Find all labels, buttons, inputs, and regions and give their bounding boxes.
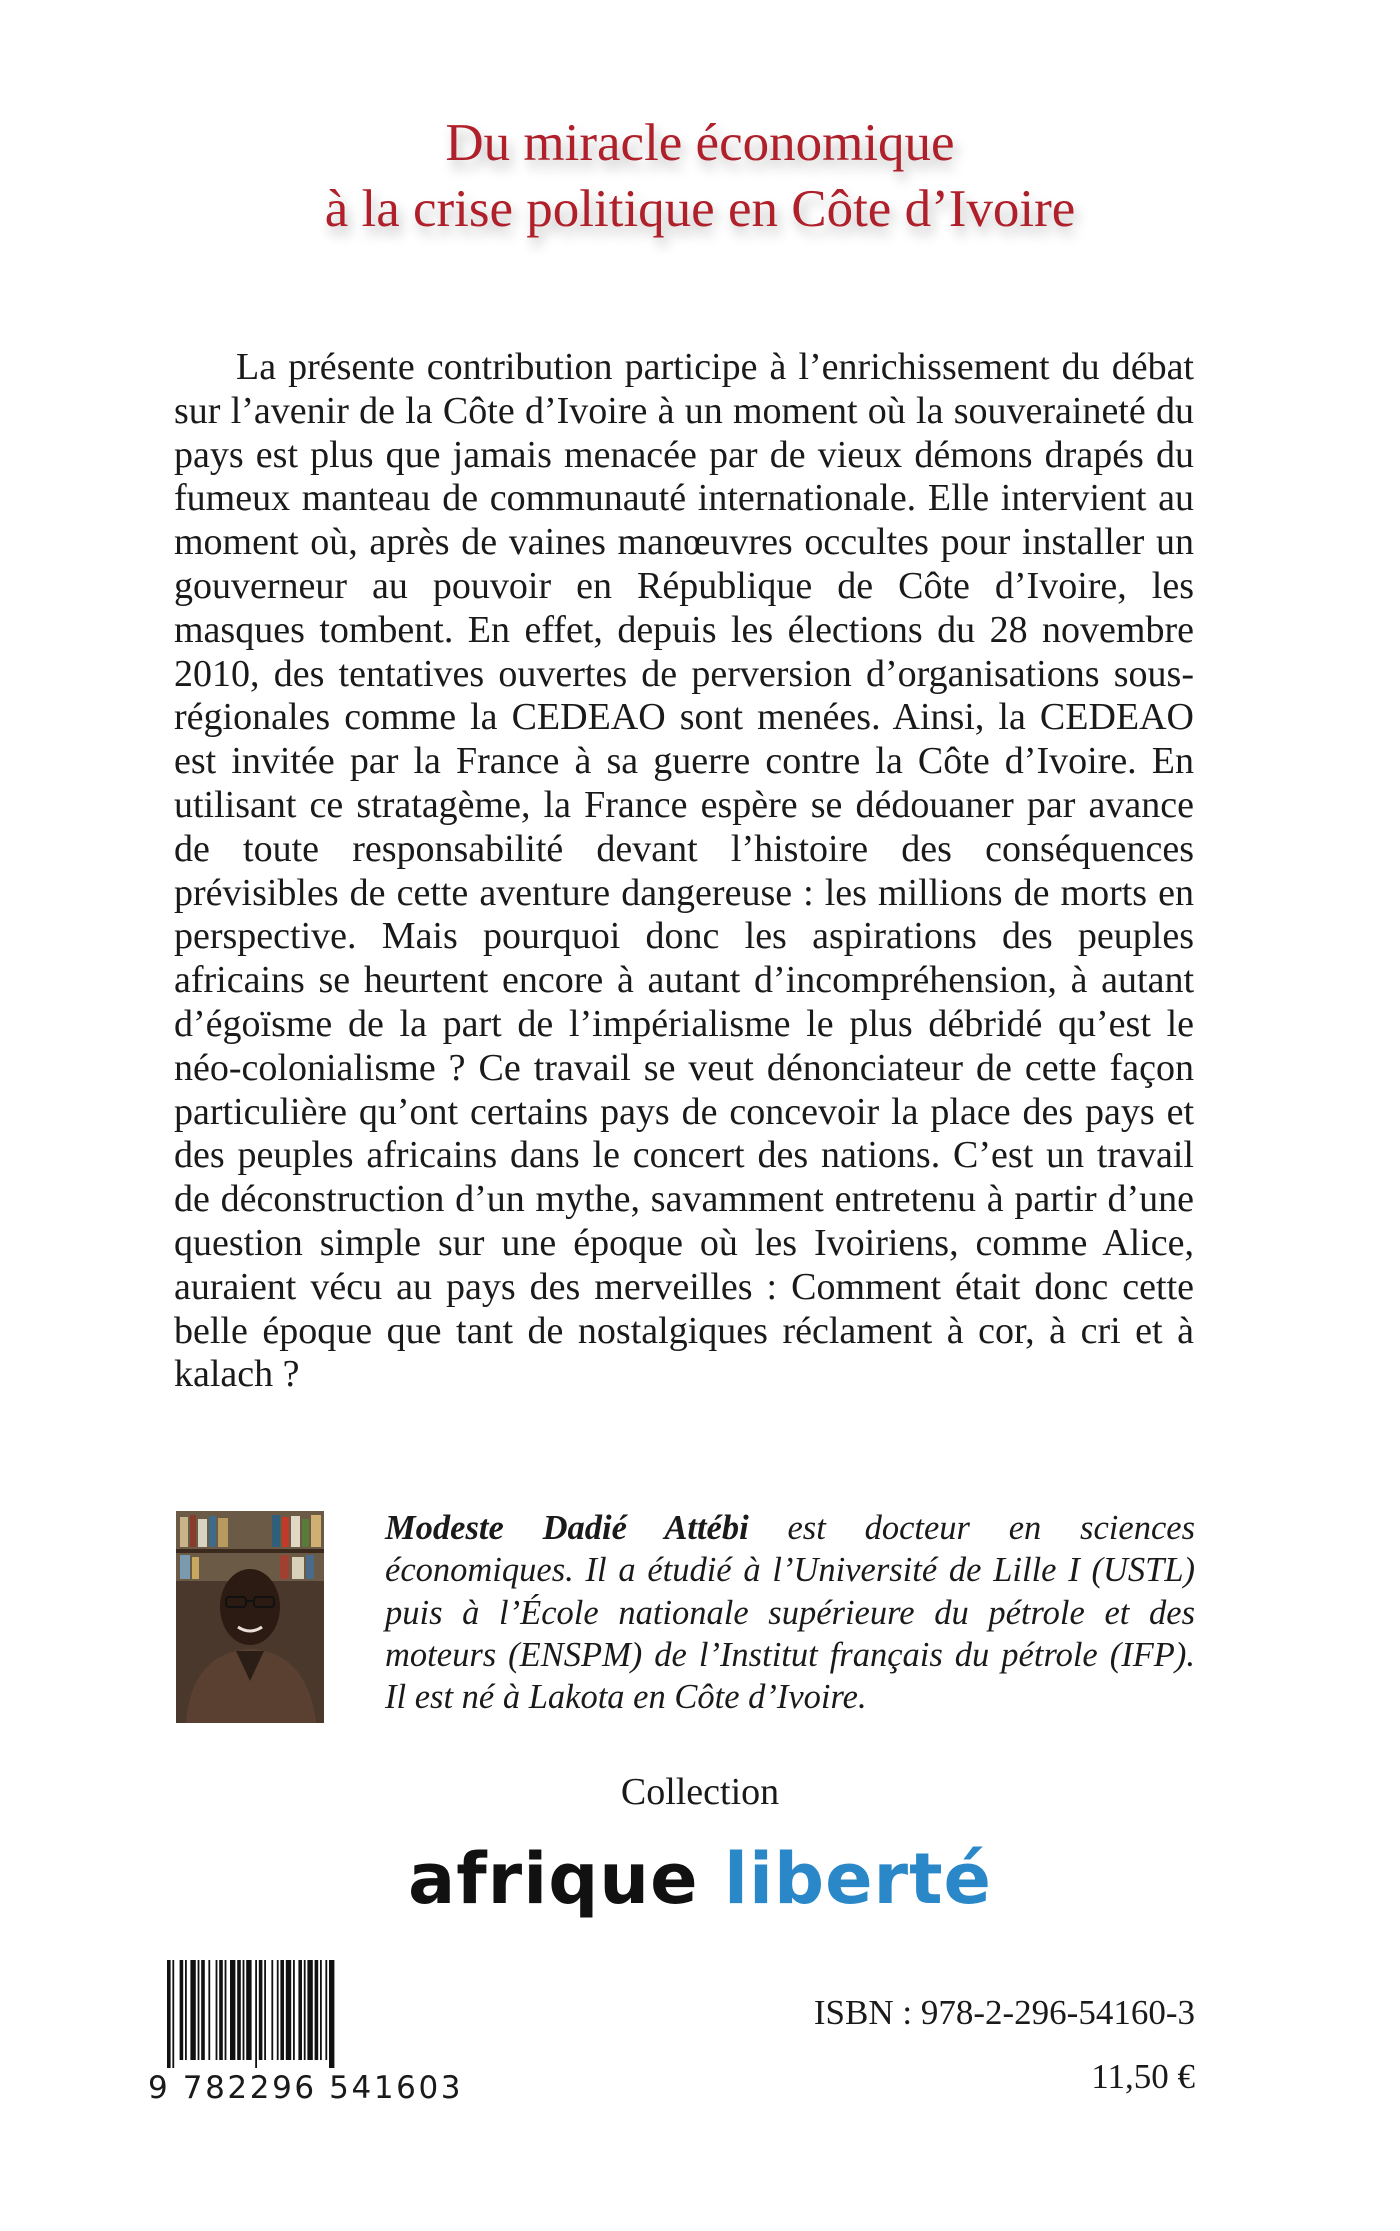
barcode-bar — [280, 1960, 284, 2060]
barcode-bar — [298, 1960, 302, 2060]
barcode-bar — [225, 1960, 227, 2060]
barcode-bar — [190, 1960, 195, 2060]
isbn: ISBN : 978-2-296-54160-3 — [813, 1993, 1195, 2032]
barcode-digits: 9 782296 541603 — [148, 2070, 464, 2106]
author-bio — [385, 1507, 1195, 1718]
logo-word-liberte: liberté — [723, 1838, 993, 1920]
barcode-bar — [185, 1960, 187, 2060]
title-line-1: Du miracle économique — [445, 114, 955, 172]
barcode-bar — [172, 1960, 174, 2068]
barcode-bar — [315, 1960, 319, 2060]
barcode-bar — [246, 1960, 251, 2060]
barcode-bar — [271, 1960, 273, 2060]
author-bio-text: est docteur en sciences économiques. Il a étudié à l’Université de Lille I (USTL) puis à l’École nationale supérieure du pétrole et des moteurs (ENSPM) de l’Institut français du pétrole (IFP). Il est né à Lakota en Côte d’Ivoire. — [385, 1509, 1195, 1717]
barcode-bar — [216, 1960, 218, 2060]
barcode-bar — [286, 1960, 291, 2060]
barcode-bar — [201, 1960, 205, 2060]
barcode-bar — [264, 1960, 266, 2060]
barcode-bar — [329, 1960, 334, 2068]
price: 11,50 € — [1091, 2057, 1195, 2096]
collection-logo — [0, 1838, 1400, 1920]
barcode-bar — [208, 1960, 210, 2060]
author-name: Modeste Dadié Attébi — [385, 1509, 749, 1547]
barcode-bar — [198, 1960, 200, 2060]
barcode-bar — [255, 1960, 257, 2068]
barcode-bar — [325, 1960, 327, 2060]
barcode-bar — [307, 1960, 312, 2060]
barcode-bar — [293, 1960, 295, 2060]
barcode-bar — [167, 1960, 171, 2068]
title-line-2: à la crise politique en Côte d’Ivoire — [324, 180, 1076, 238]
book-title — [0, 110, 1400, 242]
barcode-bar — [259, 1960, 263, 2060]
summary-text: La présente contribution participe à l’enrichissement du débat sur l’avenir de la Côte d’Ivoire à un moment où la souveraineté du pays est plus que jamais menacée par de vieux démons drapés du fumeux manteau de communauté internationale. Elle intervient au moment où, après de vaines manœuvres occultes pour installer un gouverneur au pouvoir en République de Côte d’Ivoire, les masques tombent. En effet, depuis les élections du 28 novembre 2010, des tentatives ouvertes de perversion d’organisations sous-régionales comme la CEDEAO sont menées. Ainsi, la CEDEAO est invitée par la France à sa guerre contre la Côte d’Ivoire. En utilisant ce stratagème, la France espère se dédouaner par avance de toute responsabilité devant l’histoire des conséquences prévisibles de cette aventure dangereuse : les millions de morts en perspective. Mais pourquoi donc les aspirations des peuples africains se heurtent encore à autant d’incompréhension, à autant d’égoïsme de la part de l’impérialisme le plus débridé qu’est le néo-colonialisme ? Ce travail se veut dénonciateur de cette façon particulière qu’ont certains pays de concevoir la place des pays et des peuples africains dans le concert des nations. C’est un travail de déconstruction d’un mythe, savamment entretenu à partir d’une question simple sur une époque où les Ivoiriens, comme Alice, auraient vécu au pays des merveilles : Comment était donc cette belle époque que tant de nostalgiques réclament à cor, à cri et à kalach ? — [174, 346, 1194, 1396]
barcode-bar — [243, 1960, 245, 2060]
barcode-bar — [277, 1960, 279, 2060]
barcode-bar — [219, 1960, 223, 2060]
author-photo — [176, 1511, 324, 1723]
barcode-bar — [320, 1960, 322, 2060]
barcode-bar — [237, 1960, 241, 2060]
barcode-bar — [304, 1960, 306, 2060]
barcode-bar — [230, 1960, 235, 2060]
logo-word-afrique: afrique — [407, 1838, 699, 1920]
barcode-bar — [180, 1960, 184, 2060]
barcode — [165, 1960, 467, 2068]
collection-label: Collection — [620, 1771, 780, 1813]
